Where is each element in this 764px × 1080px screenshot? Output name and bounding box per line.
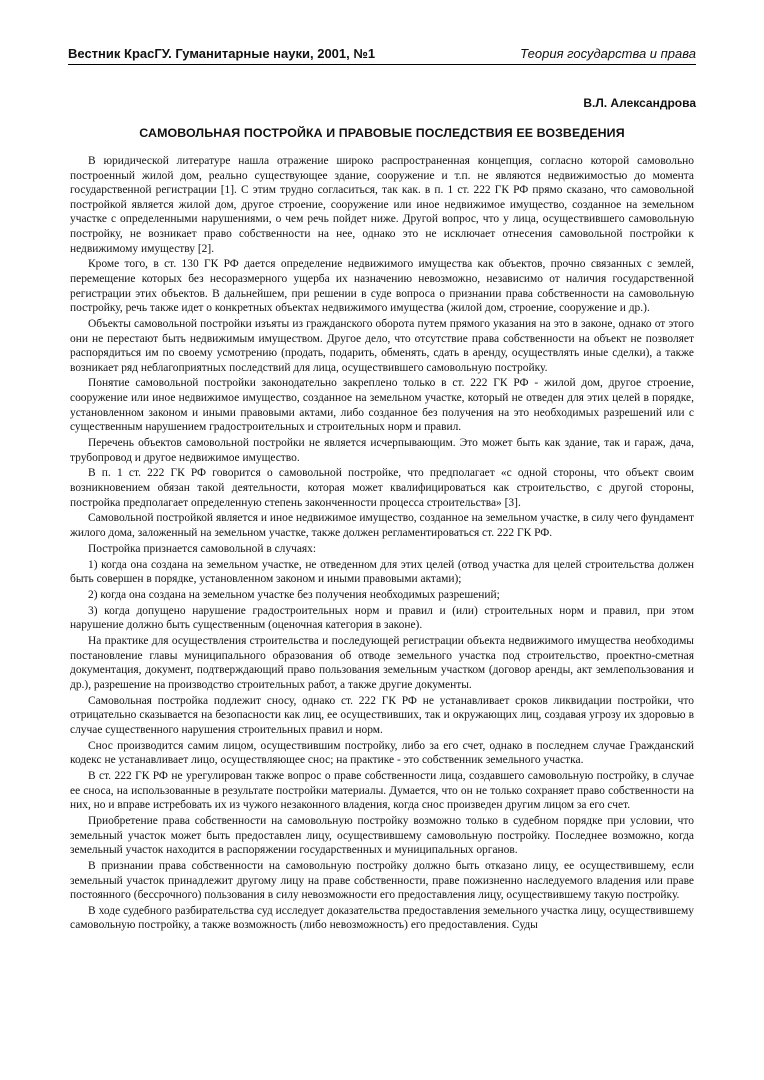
paragraph: Понятие самовольной постройки законодательно закреплено только в ст. 222 ГК РФ - жилой дом, другое строение, сооружение или иное недвижимое имущество, созданное на земельном участке, который не отведен для этих целей в порядке, установленном законом и иными правовыми актами, либо созданное без получения на это необходимых разрешений или с существенным нарушением градостроительных и строительных норм и правил. bbox=[70, 377, 694, 434]
paragraph: В юридической литературе нашла отражение широко распространенная концепция, согласно которой самовольно построенный жилой дом, реально существующее здание, сооружение и т.п. не являются недвижимостью до момента государственной регистрации [1]. С этим трудно согласиться, так как. в п. 1 ст. 222 ГК РФ прямо сказано, что самовольной постройкой является жилой дом, другое строение, сооружение или иное недвижимое имущество, созданное на земельном участке с определенными нарушениями, о чем речь пойдет ниже. Другой вопрос, что у лица, осуществившего самовольную постройку, не возникает право собственности на нее, однако это не исключает отнесения самовольной постройки к недвижимому имуществу [2]. bbox=[70, 155, 694, 255]
paragraph: Перечень объектов самовольной постройки не является исчерпывающим. Это может быть как здание, так и гараж, дача, трубопровод и другое недвижимое имущество. bbox=[70, 437, 694, 464]
article-body bbox=[70, 154, 694, 934]
paragraph: Самовольная постройка подлежит сносу, однако ст. 222 ГК РФ не устанавливает сроков ликвидации постройки, что отрицательно сказывается на безопасности как лиц, ее осуществивших, так и окружающих лиц, создавая угрозу их здоровью в случае существенного нарушения строительных правил и норм. bbox=[70, 694, 694, 736]
paragraph: В п. 1 ст. 222 ГК РФ говорится о самовольной постройке, что предполагает «с одной стороны, что объект своим возникновением обязан такой деятельности, которая может квалифицироваться как строительство, с другой стороны, постройка предполагает определенную степень законченности процесса строительства» [3]. bbox=[70, 467, 694, 509]
list-item: 3) когда допущено нарушение градостроительных норм и правил и (или) строительных норм и правил, при этом нарушение должно быть существенным (оценочная категория в законе). bbox=[70, 604, 694, 632]
paragraph: Самовольной постройкой является и иное недвижимое имущество, созданное на земельном участке, в силу чего фундамент жилого дома, заложенный на земельном участке, также должен регламентироваться ст. 222 ГК РФ. bbox=[70, 512, 694, 539]
list-item: 1) когда она создана на земельном участке, не отведенном для этих целей (отвод участка для целей строительства должен быть совершен в порядке, установленном законом и иными правовыми актами); bbox=[70, 558, 694, 586]
paragraph: В ходе судебного разбирательства суд исследует доказательства предоставления земельного участка лицу, осуществившему самовольную постройку, а также возможность (либо невозможность) его предоставления. Суды bbox=[70, 904, 694, 932]
author-name: В.Л. Александрова bbox=[583, 96, 696, 110]
paragraph: Приобретение права собственности на самовольную постройку возможно только в судебном порядке при условии, что земельный участок может быть предоставлен лицу, осуществившему самовольную постройку. Последнее возможно, когда земельный участок находится в распоряжении государственных и муниципальных органов. bbox=[70, 814, 694, 857]
paragraph: На практике для осуществления строительства и последующей регистрации объекта недвижимого имущества необходимы постановление главы муниципального образования об отводе земельного участка под строительство, проектно-сметная документация, документ, подтверждающий право пользования земельным участком (договор аренды, акт землепользования и др.), разрешение на производство строительных работ, а также другие документы. bbox=[70, 635, 694, 691]
paragraph: В признании права собственности на самовольную постройку должно быть отказано лицу, ее осуществившему, если земельный участок принадлежит другому лицу на праве собственности, праве пожизненно наследуемого владения или праве постоянного (бессрочного) пользования в силу невозможности его предоставления лицу, осуществившему такую постройку. bbox=[70, 859, 694, 902]
running-header bbox=[68, 46, 696, 65]
paragraph: Объекты самовольной постройки изъяты из гражданского оборота путем прямого указания на это в законе, однако от этого они не перестают быть недвижимым имуществом. Другое дело, что отсутствие права собственности на объект не позволяет распорядиться им по своему усмотрению (продать, подарить, обменять, сдать в аренду, осуществлять иные сделки), а также возникает ряд неблагоприятных последствий для лица, осуществившего самовольную постройку. bbox=[70, 317, 694, 374]
section-name: Теория государства и права bbox=[520, 46, 696, 61]
article-title: САМОВОЛЬНАЯ ПОСТРОЙКА И ПРАВОВЫЕ ПОСЛЕДСТВИЯ ЕЕ ВОЗВЕДЕНИЯ bbox=[139, 126, 625, 140]
paragraph: Снос производится самим лицом, осуществившим постройку, либо за его счет, однако в последнем случае Гражданский кодекс не устанавливает лицо, осуществляющее снос; на практике - это собственник земельного участка. bbox=[70, 739, 694, 767]
paragraph: В ст. 222 ГК РФ не урегулирован также вопрос о праве собственности лица, создавшего самовольную постройку, в случае ее сноса, на использованные в результате постройки материалы. Думается, что он не только сохраняет право собственности на них, но и вправе истребовать их из чужого незаконного владения, когда снос произведен другим лицом за его счет. bbox=[70, 769, 694, 812]
journal-name: Вестник КрасГУ. Гуманитарные науки, 2001, №1 bbox=[68, 46, 376, 61]
paragraph: Кроме того, в ст. 130 ГК РФ дается определение недвижимого имущества как объектов, прочно связанных с землей, перемещение которых без несоразмерного ущерба их назначению невозможно, независимо от наличия государственной регистрации этих объектов. В дальнейшем, при решении в суде вопроса о признании права собственности на самовольную постройку, речь также идет о конкретных объектах недвижимого имущества (жилой дом, строение, сооружение и др.). bbox=[70, 258, 694, 315]
list-item: 2) когда она создана на земельном участке без получения необходимых разрешений; bbox=[88, 588, 500, 601]
paragraph: Постройка признается самовольной в случаях: bbox=[88, 542, 317, 555]
